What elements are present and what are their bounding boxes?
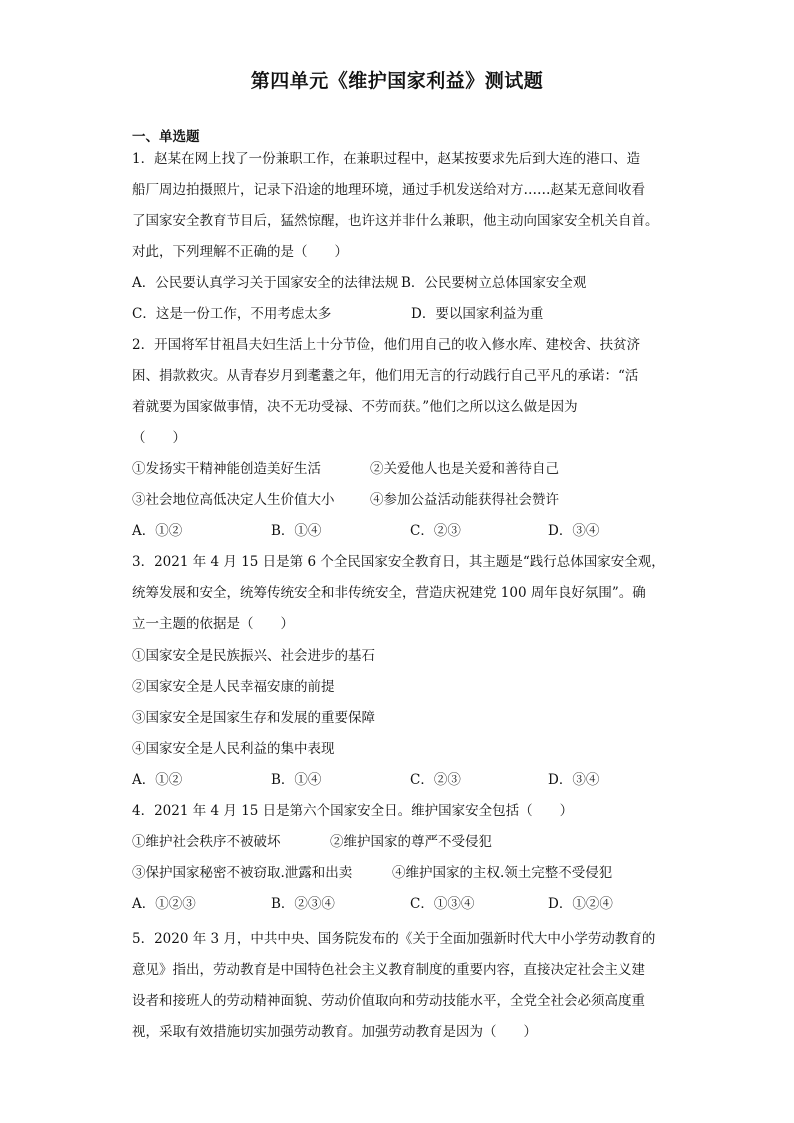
question-2-text-line: （ ） — [132, 430, 186, 446]
question-2-option-c: C．②③ — [410, 523, 461, 539]
page-title: 第四单元《维护国家利益》测试题 — [250, 70, 544, 92]
question-2-statement-3: ③社会地位高低决定人生价值大小 — [132, 492, 335, 508]
question-5-text-line: 5．2020 年 3 月，中共中央、国务院发布的《关于全面加强新时代大中小学劳动教育的 — [132, 931, 656, 947]
question-1-option-a: A．公民要认真学习关于国家安全的法律法规 — [132, 275, 399, 291]
question-3-option-b: B．①④ — [271, 772, 322, 788]
question-2-statement-1: ①发扬实干精神能创造美好生活 — [132, 461, 321, 477]
question-1-option-d: D．要以国家利益为重 — [411, 306, 544, 322]
question-1-option-c: C．这是一份工作，不用考虑太多 — [132, 306, 332, 322]
question-1-text-line: 了国家安全教育节目后，猛然惊醒，也许这并非什么兼职，他主动向国家安全机关自首。 — [132, 213, 659, 229]
question-3-text-line: 3．2021 年 4 月 15 日是第 6 个全民国家安全教育日，其主题是“践行总体国家安全观， — [132, 554, 665, 570]
question-2-text-line: 着就要为国家做事情，决不无功受禄、不劳而获。”他们之所以这么做是因为 — [132, 399, 578, 415]
question-4-option-b: B．②③④ — [271, 896, 335, 912]
question-3-statement-1: ①国家安全是民族振兴、社会进步的基石 — [132, 648, 375, 664]
question-3-option-c: C．②③ — [410, 772, 461, 788]
question-5-text-line: 意见》指出，劳动教育是中国特色社会主义教育制度的重要内容，直接决定社会主义建 — [132, 962, 645, 978]
section-heading: 一、单选题 — [132, 129, 200, 145]
question-2-statement-2: ②关爱他人也是关爱和善待自己 — [370, 461, 559, 477]
question-4-statement-3: ③保护国家秘密不被窃取.泄露和出卖 — [132, 865, 353, 881]
question-4-statement-2: ②维护国家的尊严不受侵犯 — [330, 834, 492, 850]
question-3-option-d: D．③④ — [548, 772, 600, 788]
question-4-option-c: C．①③④ — [410, 896, 475, 912]
question-3-text-line: 立一主题的依据是（ ） — [132, 616, 294, 632]
question-3-text-line: 统筹发展和安全，统筹传统安全和非传统安全，营造庆祝建党 100 周年良好氛围”。确 — [132, 585, 646, 601]
question-4-option-a: A．①②③ — [132, 896, 196, 912]
question-1-text-line: 船厂周边拍摄照片，记录下沿途的地理环境，通过手机发送给对方……赵某无意间收看 — [132, 182, 645, 198]
question-2-option-b: B．①④ — [271, 523, 322, 539]
question-4-statement-1: ①维护社会秩序不被破坏 — [132, 834, 281, 850]
question-4-text-line: 4．2021 年 4 月 15 日是第六个国家安全日。维护国家安全包括（ ） — [132, 803, 574, 819]
question-4-statement-4: ④维护国家的主权.领土完整不受侵犯 — [392, 865, 613, 881]
question-5-text-line: 设者和接班人的劳动精神面貌、劳动价值取向和劳动技能水平，全党全社会必须高度重 — [132, 993, 645, 1009]
question-2-text-line: 困、捐款救灾。从青春岁月到耄耋之年，他们用无言的行动践行自己平凡的承诺：“活 — [132, 368, 639, 384]
question-3-option-a: A．①② — [132, 772, 183, 788]
question-1-text-line: 1．赵某在网上找了一份兼职工作，在兼职过程中，赵某按要求先后到大连的港口、造 — [132, 151, 641, 167]
question-2-text-line: 2．开国将军甘祖昌夫妇生活上十分节俭，他们用自己的收入修水库、建校舍、扶贫济 — [132, 337, 641, 353]
question-4-option-d: D．①②④ — [548, 896, 613, 912]
question-2-option-d: D．③④ — [548, 523, 600, 539]
question-1-option-b: B．公民要树立总体国家安全观 — [401, 275, 587, 291]
question-3-statement-3: ③国家安全是国家生存和发展的重要保障 — [132, 710, 375, 726]
question-2-statement-4: ④参加公益活动能获得社会赞许 — [370, 492, 559, 508]
question-3-statement-2: ②国家安全是人民幸福安康的前提 — [132, 679, 335, 695]
question-5-text-line: 视，采取有效措施切实加强劳动教育。加强劳动教育是因为（ ） — [132, 1024, 537, 1040]
question-2-option-a: A．①② — [132, 523, 183, 539]
question-3-statement-4: ④国家安全是人民利益的集中表现 — [132, 741, 335, 757]
question-1-text-line: 对此，下列理解不正确的是（ ） — [132, 244, 348, 260]
